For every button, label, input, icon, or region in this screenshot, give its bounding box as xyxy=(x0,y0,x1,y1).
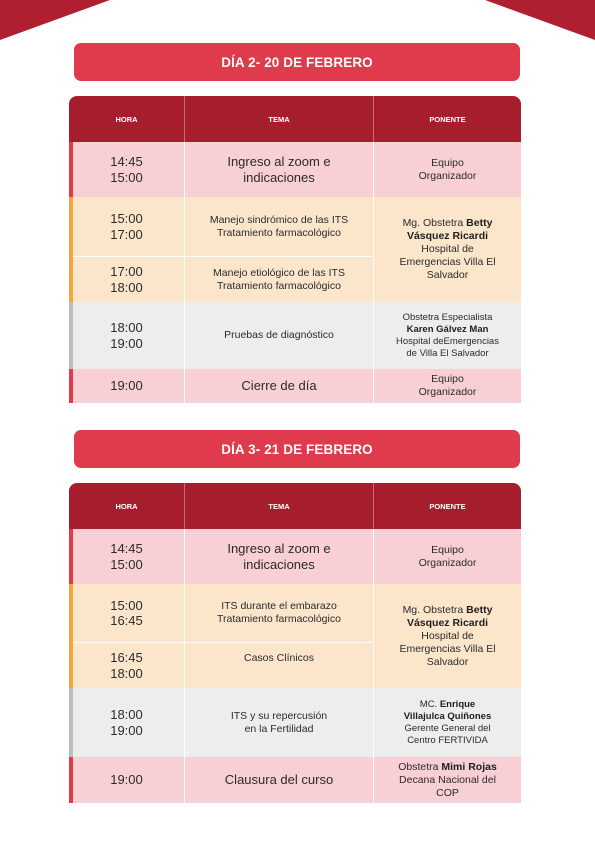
day-3-schedule-table xyxy=(69,483,521,803)
speaker-line: Equipo xyxy=(431,373,464,385)
topic-line: Tratamiento farmacológico xyxy=(217,279,341,292)
topic-line: Ingreso al zoom e xyxy=(227,153,331,169)
speaker-cell xyxy=(373,302,521,369)
speaker-line: Emergencias Villa El xyxy=(399,642,496,655)
speaker-title: Mg. Obstetra xyxy=(402,217,467,229)
start-time: 14:45 xyxy=(110,541,143,556)
table-row-group xyxy=(69,197,521,302)
speaker-cell xyxy=(373,584,521,688)
day-2-schedule-table xyxy=(69,96,521,403)
table-row xyxy=(69,757,521,803)
start-time: 19:00 xyxy=(110,772,143,788)
table-row xyxy=(69,302,521,369)
speaker-cell xyxy=(373,369,521,403)
day-3-title: DÍA 3- 21 DE FEBRERO xyxy=(74,430,520,468)
speaker-line: Emergencias Villa El xyxy=(399,256,496,268)
speaker-line: Hospital de xyxy=(421,243,474,255)
table-header xyxy=(69,96,521,142)
speaker-line: Salvador xyxy=(426,655,469,668)
time-cell xyxy=(69,142,184,197)
speaker-line: Hospital de xyxy=(421,629,474,642)
time-cell xyxy=(69,688,184,757)
start-time: 18:00 xyxy=(110,707,143,722)
speaker-line xyxy=(420,699,475,711)
speaker-name: Karen Gálvez Man xyxy=(406,323,489,335)
table-row xyxy=(69,369,521,403)
topic-line: Manejo etiológico de las ITS xyxy=(213,266,345,279)
table-row xyxy=(69,529,521,584)
topic-cell xyxy=(184,257,373,302)
end-time: 17:00 xyxy=(110,226,143,242)
speaker-name: Enrique xyxy=(439,698,476,710)
topic-cell: Cierre de día xyxy=(184,369,373,403)
start-time: 18:00 xyxy=(110,320,143,335)
speaker-line: Organizador xyxy=(418,169,477,182)
topic-line: Manejo sindrómico de las ITS xyxy=(209,213,349,226)
speaker-line xyxy=(403,217,493,230)
speaker-line: Equipo xyxy=(431,156,464,169)
corner-decoration-left xyxy=(0,0,110,40)
topic-cell xyxy=(184,197,373,257)
speaker-cell xyxy=(373,757,521,803)
time-cell xyxy=(69,529,184,584)
speaker-line: Gerente General del xyxy=(404,722,491,734)
speaker-name: Villajulca Quiñones xyxy=(403,710,492,722)
corner-decoration-right xyxy=(485,0,595,40)
start-time: 14:45 xyxy=(110,154,143,169)
end-time: 15:00 xyxy=(110,169,143,185)
end-time: 16:45 xyxy=(110,613,143,628)
speaker-cell xyxy=(373,529,521,584)
speaker-title: Obstetra xyxy=(398,760,442,773)
topic-cell xyxy=(184,584,373,643)
start-time: 15:00 xyxy=(110,597,143,613)
topic-line: indicaciones xyxy=(243,169,315,185)
time-cell xyxy=(69,302,184,369)
topic-cell: Clausura del curso xyxy=(184,757,373,803)
start-time: 15:00 xyxy=(110,211,143,226)
speaker-name: Betty xyxy=(466,603,493,616)
speaker-line: de Villa El Salvador xyxy=(406,347,489,359)
speaker-cell xyxy=(373,142,521,197)
topic-line: ITS durante el embarazo xyxy=(221,600,337,612)
table-row xyxy=(69,688,521,757)
table-row xyxy=(69,142,521,197)
speaker-line: COP xyxy=(436,786,459,799)
end-time: 18:00 xyxy=(110,279,143,295)
speaker-title: Mg. Obstetra xyxy=(402,603,467,616)
topic-line: ITS y su repercusión xyxy=(230,709,328,722)
time-cell xyxy=(69,369,184,403)
start-time: 19:00 xyxy=(110,378,143,394)
speaker-line: Salvador xyxy=(426,269,469,281)
speaker-name: Vásquez Ricardi xyxy=(406,230,489,242)
topic-line: en la Fertilidad xyxy=(244,722,314,735)
speaker-line: Obstetra Especialista xyxy=(402,311,493,323)
speaker-line xyxy=(398,761,497,774)
speaker-name: Mimi Rojas xyxy=(441,760,497,773)
column-tema: TEMA xyxy=(184,483,373,529)
end-time: 15:00 xyxy=(110,556,143,572)
time-cell xyxy=(69,584,184,643)
time-cell xyxy=(69,257,184,302)
speaker-cell xyxy=(373,688,521,757)
topic-line: Ingreso al zoom e xyxy=(227,540,331,556)
time-cell xyxy=(69,757,184,803)
speaker-line: Equipo xyxy=(431,543,464,556)
topic-line: Tratamiento farmacológico xyxy=(217,226,341,239)
topic-cell xyxy=(184,142,373,197)
column-ponente: PONENTE xyxy=(373,96,521,142)
topic-line: indicaciones xyxy=(243,556,315,572)
speaker-title: MC. xyxy=(419,698,440,710)
start-time: 16:45 xyxy=(110,650,143,665)
table-row-group xyxy=(69,584,521,688)
topic-cell xyxy=(184,688,373,757)
column-tema: TEMA xyxy=(184,96,373,142)
speaker-line: Decana Nacional del xyxy=(399,773,496,786)
day-2-title: DÍA 2- 20 DE FEBRERO xyxy=(74,43,520,81)
speaker-name: Vásquez Ricardi xyxy=(406,616,489,629)
time-cell xyxy=(69,643,184,688)
topic-cell: Pruebas de diagnóstico xyxy=(184,302,373,369)
speaker-line: Organizador xyxy=(418,556,477,569)
speaker-line xyxy=(403,604,493,617)
column-ponente: PONENTE xyxy=(373,483,521,529)
end-time: 19:00 xyxy=(110,335,143,351)
topic-line: Tratamiento farmacológico xyxy=(217,613,341,625)
time-cell xyxy=(69,197,184,257)
column-hora: HORA xyxy=(115,501,138,511)
speaker-line: Centro FERTIVIDA xyxy=(407,734,488,746)
speaker-name: Betty xyxy=(466,217,493,229)
end-time: 18:00 xyxy=(110,665,143,681)
speaker-cell xyxy=(373,197,521,302)
speaker-line: Organizador xyxy=(418,386,477,398)
table-header xyxy=(69,483,521,529)
topic-cell xyxy=(184,529,373,584)
column-hora: HORA xyxy=(115,114,138,124)
topic-cell: Casos Clínicos xyxy=(184,643,373,688)
end-time: 19:00 xyxy=(110,722,143,738)
speaker-line: Hospital deEmergencias xyxy=(396,335,499,347)
start-time: 17:00 xyxy=(110,264,143,279)
